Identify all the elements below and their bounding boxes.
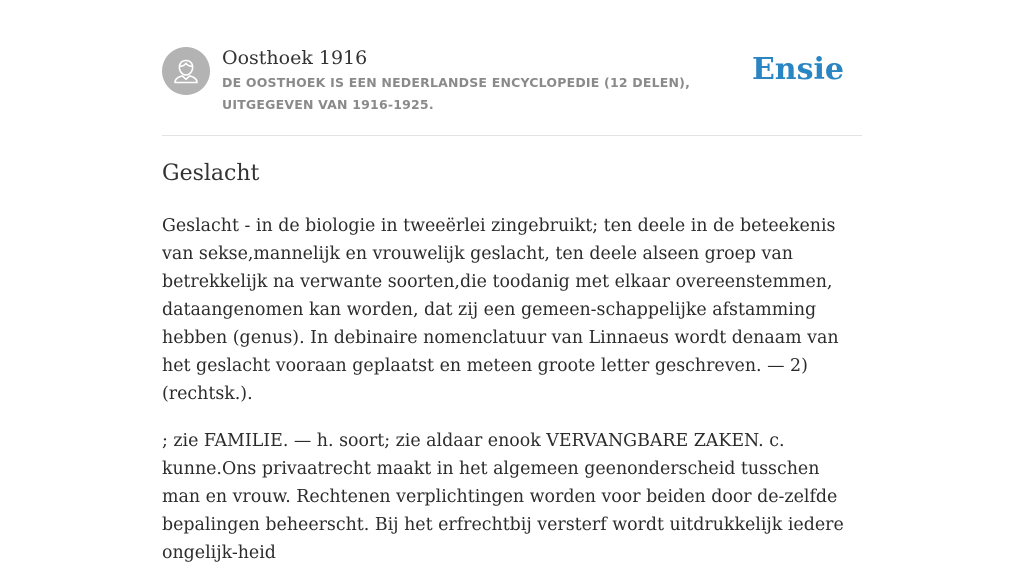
source-header [162, 46, 862, 136]
page-title: Geslacht [162, 161, 260, 186]
user-avatar-icon[interactable] [162, 47, 210, 95]
header-divider [162, 135, 862, 136]
article-paragraph: Geslacht - in de biologie in tweeërlei zingebruikt; ten deele in de beteekenis van sekse,mannelijk en vrouwelijk geslacht, ten deele alseen groep van betrekkelijk na verwante soorten,die toodanig met elkaar overeenstemmen, dataangenomen kan worden, dat zij een gemeen-schappelijke afstamming hebben (genus). In debinaire nomenclatuur van Linnaeus wordt denaam van het geslacht vooraan geplaatst en meteen groote letter geschreven. — 2) (rechtsk.). [162, 216, 839, 404]
article-body [162, 212, 862, 586]
ensie-logo[interactable]: Ensie [751, 52, 844, 87]
source-name[interactable]: Oosthoek 1916 [222, 47, 368, 69]
source-description: DE OOSTHOEK IS EEN NEDERLANDSE ENCYCLOPEDIE (12 DELEN), UITGEGEVEN VAN 1916-1925. [222, 75, 691, 112]
article-paragraph: ; zie FAMILIE. — h. soort; zie aldaar enook VERVANGBARE ZAKEN. c. kunne.Ons privaatrecht maakt in het algemeen geenonderscheid tusschen man en vrouw. Rechtenen verplichtingen worden voor beiden door de-zelfde bepalingen beheerscht. Bij het erfrechtbij versterf wordt uitdrukkelijk iedere ongelijk-heid [162, 431, 844, 563]
